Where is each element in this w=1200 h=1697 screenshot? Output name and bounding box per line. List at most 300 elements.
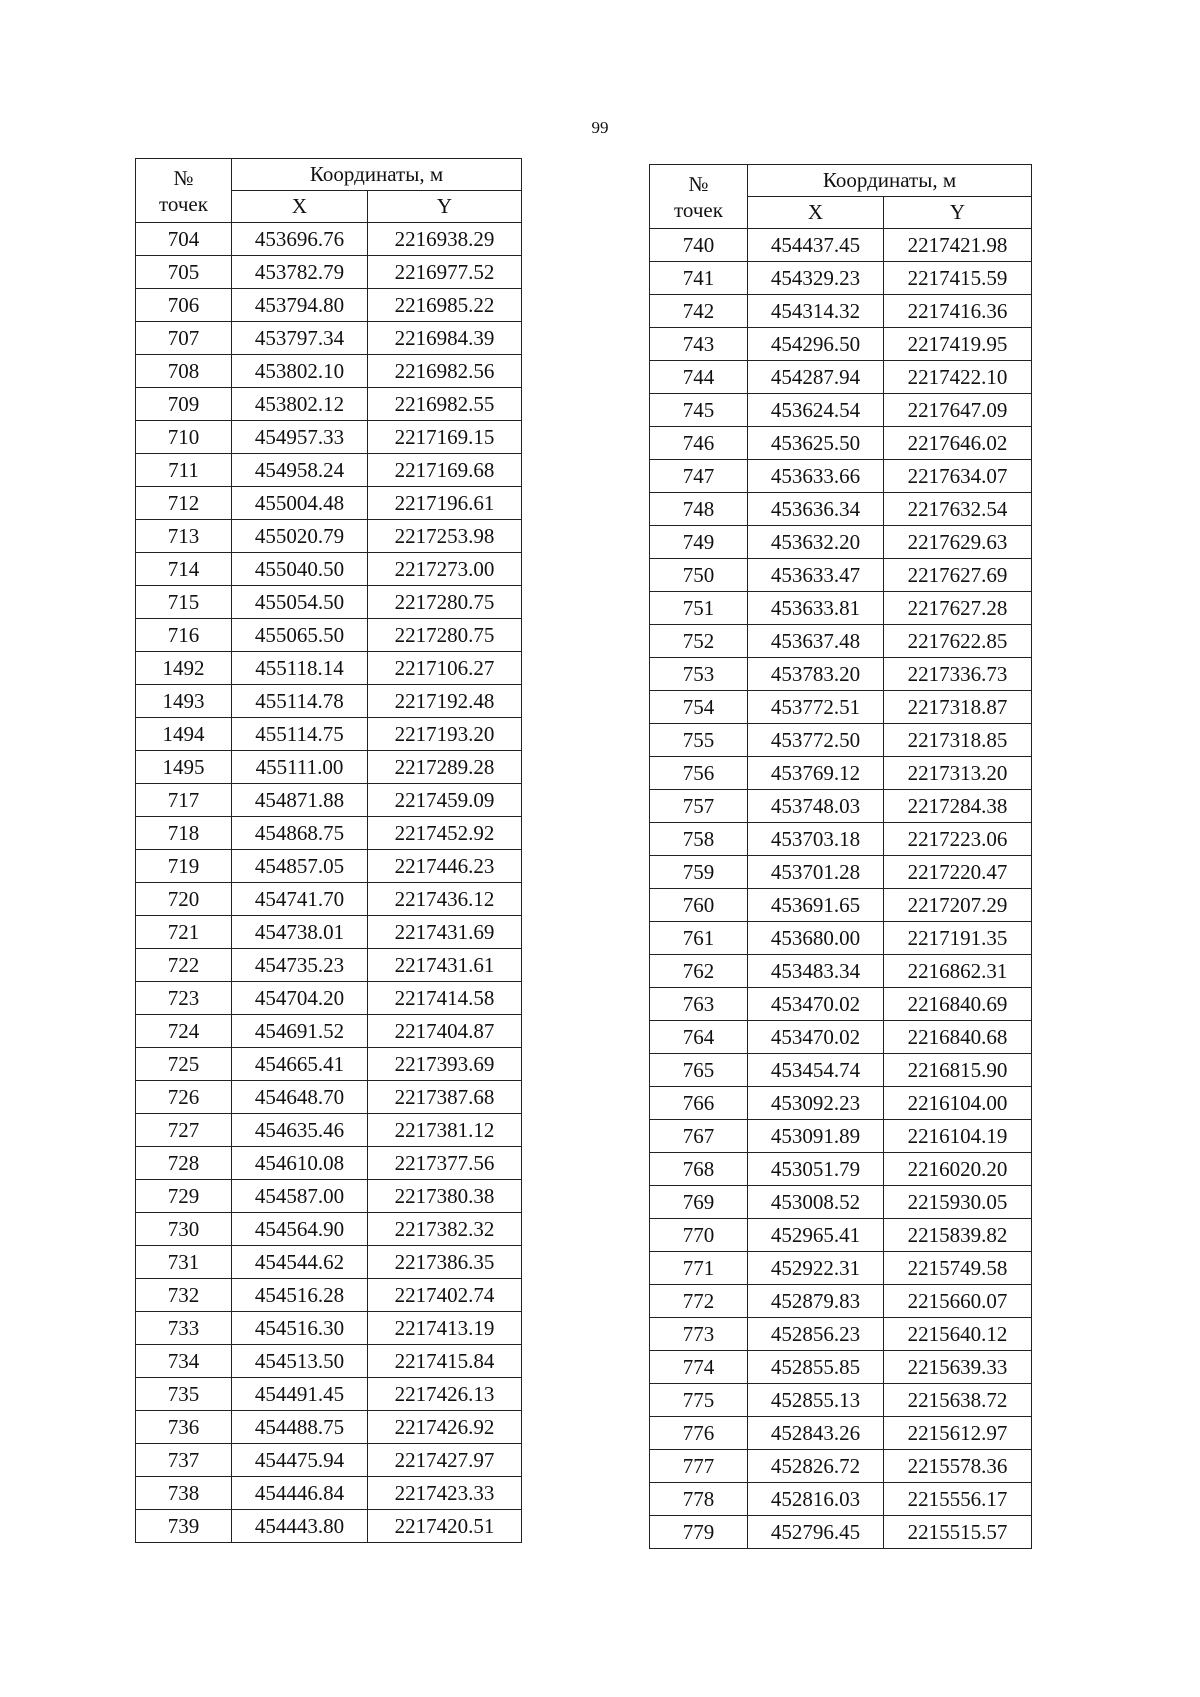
table-row [136,1147,522,1180]
point-number-cell: 738 [136,1477,232,1510]
y-column-header: Y [884,197,1032,229]
y-coordinate-cell: 2215930.05 [884,1186,1032,1219]
point-number-cell: 719 [136,850,232,883]
point-number-cell: 744 [650,361,748,394]
table-row [136,619,522,652]
table-row [650,1252,1032,1285]
x-coordinate-cell: 453092.23 [748,1087,884,1120]
x-coordinate-cell: 452843.26 [748,1417,884,1450]
table-row [136,1510,522,1543]
y-coordinate-cell: 2217280.75 [368,619,522,652]
x-coordinate-cell: 453691.65 [748,889,884,922]
table-row [650,1153,1032,1186]
point-number-cell: 741 [650,262,748,295]
x-coordinate-cell: 455040.50 [232,553,368,586]
x-coordinate-cell: 454564.90 [232,1213,368,1246]
y-coordinate-cell: 2217387.68 [368,1081,522,1114]
table-row [136,355,522,388]
table-row [650,526,1032,559]
point-number-cell: 778 [650,1483,748,1516]
y-coordinate-cell: 2217414.58 [368,982,522,1015]
y-coordinate-cell: 2217273.00 [368,553,522,586]
y-coordinate-cell: 2217415.84 [368,1345,522,1378]
point-number-cell: 763 [650,988,748,1021]
y-coordinate-cell: 2217646.02 [884,427,1032,460]
y-coordinate-cell: 2217426.92 [368,1411,522,1444]
y-coordinate-cell: 2216982.56 [368,355,522,388]
number-sign: № [173,165,194,190]
y-coordinate-cell: 2217169.15 [368,421,522,454]
table-row [136,652,522,685]
point-number-cell: 704 [136,223,232,256]
table-row [650,1054,1032,1087]
y-coordinate-cell: 2217196.61 [368,487,522,520]
table-row [136,685,522,718]
point-number-cell: 718 [136,817,232,850]
x-coordinate-cell: 452855.85 [748,1351,884,1384]
x-coordinate-cell: 454704.20 [232,982,368,1015]
table-row [650,295,1032,328]
x-coordinate-cell: 454446.84 [232,1477,368,1510]
table-row [650,460,1032,493]
point-number-cell: 709 [136,388,232,421]
x-coordinate-cell: 454741.70 [232,883,368,916]
x-coordinate-cell: 455020.79 [232,520,368,553]
y-coordinate-cell: 2217647.09 [884,394,1032,427]
table-row [136,289,522,322]
point-number-cell: 1492 [136,652,232,685]
point-number-cell: 707 [136,322,232,355]
x-coordinate-cell: 454610.08 [232,1147,368,1180]
y-coordinate-cell: 2216840.68 [884,1021,1032,1054]
point-number-cell: 743 [650,328,748,361]
x-coordinate-cell: 454738.01 [232,916,368,949]
number-sign: № [688,171,709,196]
x-coordinate-cell: 453783.20 [748,658,884,691]
point-number-cell: 739 [136,1510,232,1543]
point-number-cell: 1495 [136,751,232,784]
x-coordinate-cell: 455118.14 [232,652,368,685]
table-row [650,922,1032,955]
y-coordinate-cell: 2215640.12 [884,1318,1032,1351]
x-coordinate-cell: 454857.05 [232,850,368,883]
x-coordinate-cell: 452879.83 [748,1285,884,1318]
point-number-cell: 714 [136,553,232,586]
table-row [136,1015,522,1048]
y-coordinate-cell: 2215839.82 [884,1219,1032,1252]
table-row [650,1219,1032,1252]
point-number-cell: 727 [136,1114,232,1147]
x-coordinate-cell: 454958.24 [232,454,368,487]
table-row [650,361,1032,394]
x-coordinate-cell: 453772.51 [748,691,884,724]
y-coordinate-cell: 2217377.56 [368,1147,522,1180]
table-row [136,817,522,850]
table-row [650,262,1032,295]
y-coordinate-cell: 2217386.35 [368,1246,522,1279]
table-row [136,982,522,1015]
table-row [136,223,522,256]
point-number-cell: 766 [650,1087,748,1120]
points-label: точек [159,191,208,216]
x-coordinate-cell: 454287.94 [748,361,884,394]
point-number-cell: 1493 [136,685,232,718]
point-number-cell: 720 [136,883,232,916]
y-coordinate-cell: 2217420.51 [368,1510,522,1543]
x-coordinate-cell: 454513.50 [232,1345,368,1378]
y-coordinate-cell: 2215638.72 [884,1384,1032,1417]
y-coordinate-cell: 2215556.17 [884,1483,1032,1516]
table-row [136,784,522,817]
x-coordinate-cell: 454648.70 [232,1081,368,1114]
y-coordinate-cell: 2217634.07 [884,460,1032,493]
table-row [136,1114,522,1147]
point-number-cell: 769 [650,1186,748,1219]
point-number-cell: 765 [650,1054,748,1087]
y-coordinate-cell: 2215612.97 [884,1417,1032,1450]
y-coordinate-cell: 2217452.92 [368,817,522,850]
x-coordinate-cell: 454544.62 [232,1246,368,1279]
y-coordinate-cell: 2217627.28 [884,592,1032,625]
x-coordinate-cell: 454665.41 [232,1048,368,1081]
x-coordinate-cell: 453470.02 [748,1021,884,1054]
x-coordinate-cell: 453703.18 [748,823,884,856]
table-row [650,1186,1032,1219]
y-coordinate-cell: 2217289.28 [368,751,522,784]
table-row [136,1213,522,1246]
table-row [136,949,522,982]
y-coordinate-cell: 2217402.74 [368,1279,522,1312]
x-coordinate-cell: 454443.80 [232,1510,368,1543]
point-number-cell: 773 [650,1318,748,1351]
point-number-cell: 764 [650,1021,748,1054]
x-coordinate-cell: 453624.54 [748,394,884,427]
table-row [136,388,522,421]
table-row [136,1081,522,1114]
point-number-cell: 713 [136,520,232,553]
x-coordinate-cell: 452826.72 [748,1450,884,1483]
y-coordinate-cell: 2217423.33 [368,1477,522,1510]
table-row [650,1483,1032,1516]
x-coordinate-cell: 453633.47 [748,559,884,592]
table-row [650,625,1032,658]
y-coordinate-cell: 2217431.61 [368,949,522,982]
x-coordinate-cell: 455054.50 [232,586,368,619]
table-row [650,1516,1032,1549]
table-row [650,1021,1032,1054]
x-coordinate-cell: 452922.31 [748,1252,884,1285]
point-number-cell: 772 [650,1285,748,1318]
x-coordinate-cell: 453802.12 [232,388,368,421]
x-coordinate-cell: 454691.52 [232,1015,368,1048]
table-row [650,691,1032,724]
table-row [136,1246,522,1279]
point-number-cell: 747 [650,460,748,493]
point-number-cell: 779 [650,1516,748,1549]
table-row [650,592,1032,625]
table-row [136,1477,522,1510]
y-coordinate-cell: 2217380.38 [368,1180,522,1213]
point-number-cell: 774 [650,1351,748,1384]
y-coordinate-cell: 2216977.52 [368,256,522,289]
coordinates-header: Координаты, м [748,165,1032,197]
table-row [136,256,522,289]
table-row [136,1180,522,1213]
point-number-header [136,159,232,223]
y-coordinate-cell: 2216984.39 [368,322,522,355]
point-number-cell: 729 [136,1180,232,1213]
y-coordinate-cell: 2216104.19 [884,1120,1032,1153]
y-coordinate-cell: 2217446.23 [368,850,522,883]
point-number-cell: 776 [650,1417,748,1450]
table-row [650,1384,1032,1417]
x-coordinate-cell: 453470.02 [748,988,884,1021]
y-coordinate-cell: 2215515.57 [884,1516,1032,1549]
table-row [136,553,522,586]
x-coordinate-cell: 454488.75 [232,1411,368,1444]
table-row [136,1279,522,1312]
x-coordinate-cell: 454329.23 [748,262,884,295]
x-coordinate-cell: 455004.48 [232,487,368,520]
table-row [136,520,522,553]
point-number-cell: 717 [136,784,232,817]
table-row [650,559,1032,592]
table-row [650,1450,1032,1483]
table-row [650,1417,1032,1450]
x-coordinate-cell: 453637.48 [748,625,884,658]
x-coordinate-cell: 453483.34 [748,955,884,988]
y-coordinate-cell: 2215578.36 [884,1450,1032,1483]
y-coordinate-cell: 2217318.87 [884,691,1032,724]
y-coordinate-cell: 2216985.22 [368,289,522,322]
y-coordinate-cell: 2217622.85 [884,625,1032,658]
x-coordinate-cell: 452796.45 [748,1516,884,1549]
point-number-cell: 757 [650,790,748,823]
point-number-cell: 734 [136,1345,232,1378]
point-number-cell: 745 [650,394,748,427]
point-number-cell: 705 [136,256,232,289]
point-number-cell: 760 [650,889,748,922]
x-coordinate-cell: 453701.28 [748,856,884,889]
y-coordinate-cell: 2217192.48 [368,685,522,718]
table-row [650,394,1032,427]
point-number-cell: 771 [650,1252,748,1285]
point-number-cell: 735 [136,1378,232,1411]
table-row [136,586,522,619]
table-row [650,1318,1032,1351]
table-row [650,823,1032,856]
point-number-cell: 761 [650,922,748,955]
x-coordinate-cell: 454735.23 [232,949,368,982]
x-coordinate-cell: 453680.00 [748,922,884,955]
table-row [650,229,1032,262]
point-number-cell: 725 [136,1048,232,1081]
point-number-cell: 726 [136,1081,232,1114]
table-row [650,427,1032,460]
point-number-cell: 762 [650,955,748,988]
y-coordinate-cell: 2217404.87 [368,1015,522,1048]
y-coordinate-cell: 2215660.07 [884,1285,1032,1318]
point-number-cell: 748 [650,493,748,526]
point-number-cell: 756 [650,757,748,790]
x-coordinate-cell: 453051.79 [748,1153,884,1186]
y-coordinate-cell: 2217223.06 [884,823,1032,856]
point-number-cell: 752 [650,625,748,658]
y-coordinate-cell: 2217381.12 [368,1114,522,1147]
point-number-cell: 777 [650,1450,748,1483]
point-number-cell: 754 [650,691,748,724]
x-coordinate-cell: 454587.00 [232,1180,368,1213]
point-number-cell: 742 [650,295,748,328]
table-row [650,1120,1032,1153]
y-coordinate-cell: 2216938.29 [368,223,522,256]
y-coordinate-cell: 2217416.36 [884,295,1032,328]
y-coordinate-cell: 2217313.20 [884,757,1032,790]
y-coordinate-cell: 2217426.13 [368,1378,522,1411]
point-number-cell: 711 [136,454,232,487]
point-number-header [650,165,748,229]
table-row [650,493,1032,526]
y-coordinate-cell: 2217415.59 [884,262,1032,295]
points-label: точек [674,197,723,222]
y-coordinate-cell: 2217431.69 [368,916,522,949]
y-coordinate-cell: 2216862.31 [884,955,1032,988]
table-row [650,1285,1032,1318]
x-coordinate-cell: 454957.33 [232,421,368,454]
point-number-cell: 708 [136,355,232,388]
x-coordinate-cell: 454871.88 [232,784,368,817]
table-row [650,988,1032,1021]
point-number-cell: 775 [650,1384,748,1417]
table-row [650,856,1032,889]
point-number-cell: 736 [136,1411,232,1444]
table-row [136,751,522,784]
y-coordinate-cell: 2217421.98 [884,229,1032,262]
table-row [650,889,1032,922]
table-row [136,1378,522,1411]
point-number-cell: 710 [136,421,232,454]
x-coordinate-cell: 454491.45 [232,1378,368,1411]
y-coordinate-cell: 2217169.68 [368,454,522,487]
point-number-cell: 706 [136,289,232,322]
x-coordinate-cell: 454475.94 [232,1444,368,1477]
y-coordinate-cell: 2216104.00 [884,1087,1032,1120]
x-coordinate-cell: 453454.74 [748,1054,884,1087]
y-coordinate-cell: 2217632.54 [884,493,1032,526]
y-coordinate-cell: 2217106.27 [368,652,522,685]
table-row [650,955,1032,988]
point-number-cell: 758 [650,823,748,856]
table-row [136,487,522,520]
point-number-cell: 721 [136,916,232,949]
point-number-cell: 750 [650,559,748,592]
table-row [136,1048,522,1081]
table-row [136,421,522,454]
y-column-header: Y [368,191,522,223]
y-coordinate-cell: 2217191.35 [884,922,1032,955]
x-coordinate-cell: 452855.13 [748,1384,884,1417]
table-row [136,454,522,487]
y-coordinate-cell: 2217220.47 [884,856,1032,889]
point-number-cell: 749 [650,526,748,559]
x-coordinate-cell: 452856.23 [748,1318,884,1351]
x-coordinate-cell: 453008.52 [748,1186,884,1219]
y-coordinate-cell: 2216982.55 [368,388,522,421]
y-coordinate-cell: 2216840.69 [884,988,1032,1021]
x-coordinate-cell: 453782.79 [232,256,368,289]
point-number-cell: 722 [136,949,232,982]
point-number-cell: 737 [136,1444,232,1477]
point-number-cell: 759 [650,856,748,889]
x-column-header: X [232,191,368,223]
y-coordinate-cell: 2217419.95 [884,328,1032,361]
point-number-cell: 724 [136,1015,232,1048]
table-row [650,757,1032,790]
x-coordinate-cell: 454516.30 [232,1312,368,1345]
x-coordinate-cell: 453625.50 [748,427,884,460]
x-coordinate-cell: 453797.34 [232,322,368,355]
x-coordinate-cell: 452816.03 [748,1483,884,1516]
x-coordinate-cell: 455111.00 [232,751,368,784]
x-coordinate-cell: 453769.12 [748,757,884,790]
coordinates-table-left [135,158,522,1543]
coordinates-header: Координаты, м [232,159,522,191]
point-number-cell: 770 [650,1219,748,1252]
y-coordinate-cell: 2217427.97 [368,1444,522,1477]
point-number-cell: 753 [650,658,748,691]
y-coordinate-cell: 2215749.58 [884,1252,1032,1285]
table-row [136,718,522,751]
y-coordinate-cell: 2217253.98 [368,520,522,553]
y-coordinate-cell: 2217284.38 [884,790,1032,823]
y-coordinate-cell: 2217207.29 [884,889,1032,922]
point-number-cell: 732 [136,1279,232,1312]
x-coordinate-cell: 453633.81 [748,592,884,625]
point-number-cell: 728 [136,1147,232,1180]
y-coordinate-cell: 2217382.32 [368,1213,522,1246]
y-coordinate-cell: 2217318.85 [884,724,1032,757]
table-row [650,658,1032,691]
table-row [650,790,1032,823]
page-number: 99 [591,118,609,137]
x-coordinate-cell: 453794.80 [232,289,368,322]
point-number-cell: 730 [136,1213,232,1246]
x-coordinate-cell: 453772.50 [748,724,884,757]
y-coordinate-cell: 2217193.20 [368,718,522,751]
x-coordinate-cell: 454868.75 [232,817,368,850]
x-coordinate-cell: 453633.66 [748,460,884,493]
y-coordinate-cell: 2217413.19 [368,1312,522,1345]
table-row [136,916,522,949]
table-row [136,1312,522,1345]
point-number-cell: 1494 [136,718,232,751]
point-number-cell: 746 [650,427,748,460]
table-row [650,1087,1032,1120]
y-coordinate-cell: 2217436.12 [368,883,522,916]
point-number-cell: 767 [650,1120,748,1153]
table-row [136,850,522,883]
point-number-cell: 733 [136,1312,232,1345]
x-coordinate-cell: 454516.28 [232,1279,368,1312]
y-coordinate-cell: 2217459.09 [368,784,522,817]
table-row [650,724,1032,757]
point-number-cell: 715 [136,586,232,619]
point-number-cell: 731 [136,1246,232,1279]
x-coordinate-cell: 455114.78 [232,685,368,718]
x-coordinate-cell: 454314.32 [748,295,884,328]
x-coordinate-cell: 453802.10 [232,355,368,388]
y-coordinate-cell: 2217422.10 [884,361,1032,394]
